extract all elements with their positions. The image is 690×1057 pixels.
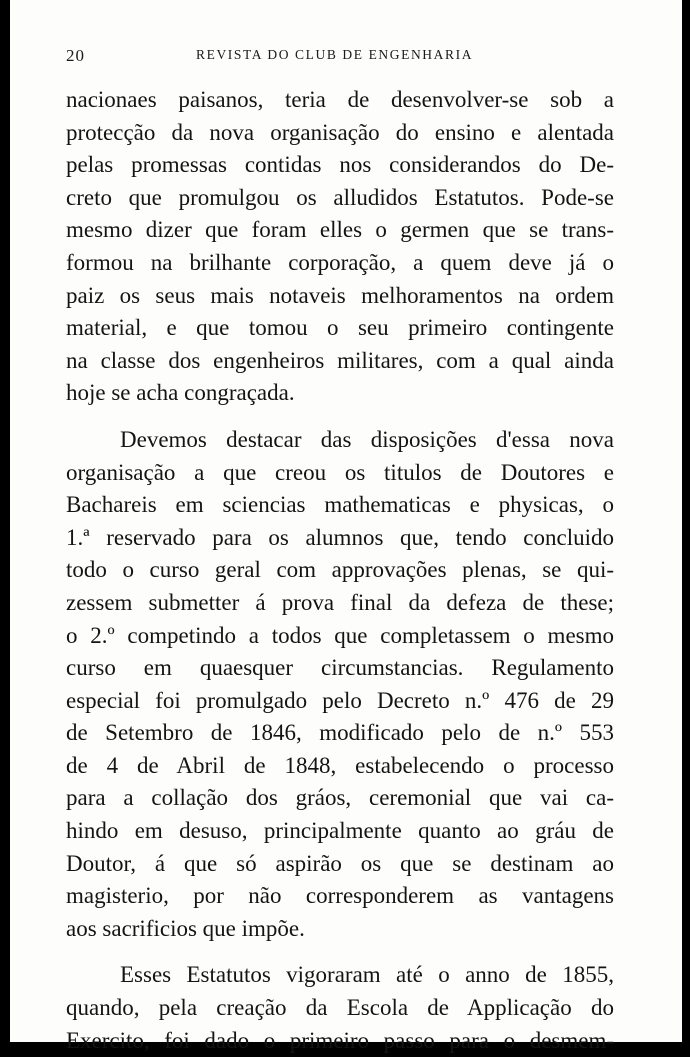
paragraph-gap [66,410,614,424]
page [10,0,682,1053]
text-line: aos sacrificios que impõe. [66,915,305,941]
text-line: Bachareis em sciencias mathematicas e physicas, o [66,492,614,518]
text-line: especial foi promulgado pelo Decreto n.º 476 de 29 [66,687,614,713]
text-line: protecção da nova organisação do ensino e alentada [66,119,614,145]
text-line: organisação a que creou os titulos de Doutores e [66,459,614,485]
text-line: Devemos destacar das disposições d'essa nova [120,426,614,452]
text-line: hoje se acha congraçada. [66,380,295,406]
text-line: 1.ª reservado para os alumnos que, tendo concluido [66,524,614,550]
text-line: de 4 de Abril de 1848, estabelecendo o processo [66,752,614,778]
text-line: creto que promulgou os alludidos Estatutos. Pode-se [66,184,614,210]
text-line: nacionaes paisanos, teria de desenvolver-se sob a [66,87,614,112]
text-line: o 2.º competindo a todos que completassem o mesmo [66,622,614,648]
text-line: paiz os seus mais notaveis melhoramentos na ordem [66,282,614,308]
paragraph [66,424,614,946]
page-number: 20 [66,46,85,65]
paragraph-gap [66,945,614,959]
text-line: todo o curso geral com approvações plenas, se qui- [66,557,614,583]
text-line: Exercito, foi dado o primeiro passo para o desmem- [66,1027,614,1053]
text-line: pelas promessas contidas nos considerandos do De- [66,152,614,178]
paragraph [66,959,614,1057]
text-line: na classe dos engenheiros militares, com a qual ainda [66,347,614,373]
text-line: Doutor, á que só aspirão os que se destinam ao [66,850,614,876]
text-line: zessem submetter á prova final da defeza de these; [66,589,614,615]
text-line: curso em quaesquer circumstancias. Regulamento [66,655,614,681]
paragraph [66,84,614,410]
text-line: formou na brilhante corporação, a quem deve já o [66,249,614,275]
page-header [66,46,626,70]
running-title: REVISTA DO CLUB DE ENGENHARIA [196,47,474,62]
text-line: para a collação dos gráos, ceremonial que vai ca- [66,785,614,811]
text-line: mesmo dizer que foram elles o germen que se trans- [66,217,614,243]
text-line: quando, pela creação da Escola de Applicação do [66,995,614,1021]
text-line: magisterio, por não corresponderem as vantagens [66,883,614,909]
text-line: Esses Estatutos vigoraram até o anno de 1855, [120,962,614,988]
text-line: de Setembro de 1846, modificado pelo de n.º 553 [66,720,614,746]
body-text [66,84,614,1057]
text-line: hindo em desuso, principalmente quanto ao gráu de [66,818,614,844]
text-line: material, e que tomou o seu primeiro contingente [66,315,614,341]
